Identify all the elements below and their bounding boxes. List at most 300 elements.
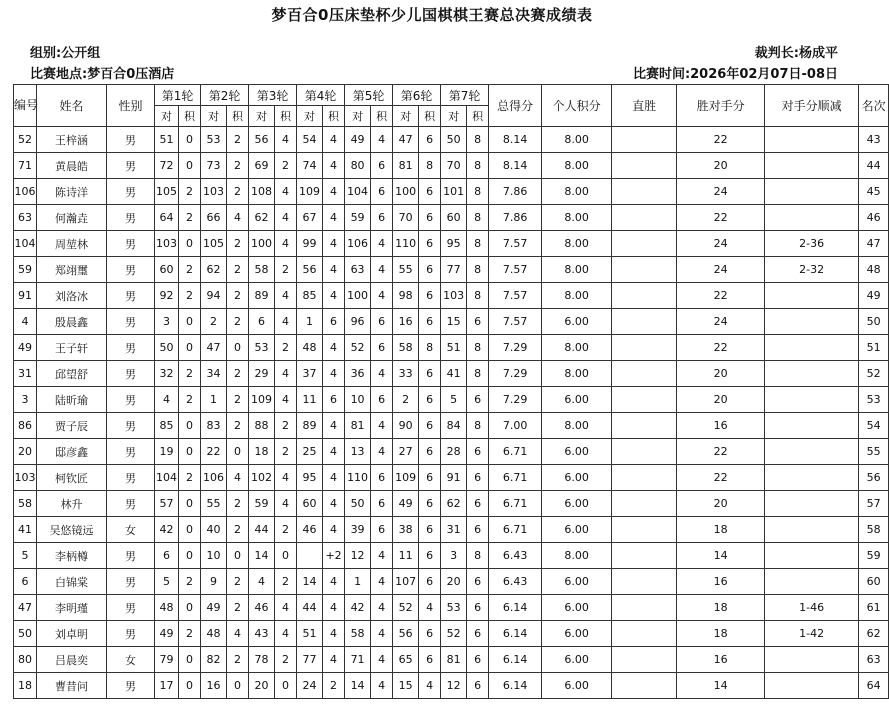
cell-personal: 8.00 — [542, 231, 612, 257]
cell-round-7-points: 8 — [467, 413, 489, 439]
subheader-pts: 积 — [323, 106, 345, 127]
cell-round-5-points: 6 — [371, 465, 393, 491]
cell-rank: 47 — [859, 231, 889, 257]
cell-round-1-opponent: 105 — [155, 179, 179, 205]
cell-name: 邱望舒 — [37, 361, 107, 387]
table-row — [14, 491, 889, 517]
cell-round-2-opponent: 34 — [201, 361, 227, 387]
cell-round-6-opponent: 81 — [393, 153, 419, 179]
cell-round-5-points: 4 — [371, 127, 393, 153]
cell-round-6-opponent: 16 — [393, 309, 419, 335]
cell-personal: 6.00 — [542, 465, 612, 491]
cell-round-5-points: 6 — [371, 153, 393, 179]
cell-round-1-opponent: 104 — [155, 465, 179, 491]
cell-opp-score: 24 — [677, 257, 765, 283]
cell-round-2-opponent: 55 — [201, 491, 227, 517]
cell-round-3-opponent: 89 — [249, 283, 275, 309]
cell-round-2-points: 0 — [227, 335, 249, 361]
cell-gender: 男 — [107, 569, 155, 595]
header-round-5: 第5轮 — [345, 85, 393, 106]
cell-direct — [612, 361, 677, 387]
cell-round-3-points: 4 — [275, 361, 297, 387]
cell-round-3-opponent: 14 — [249, 543, 275, 569]
cell-round-7-opponent: 84 — [441, 413, 467, 439]
header-direct: 直胜 — [612, 85, 677, 127]
table-row — [14, 179, 889, 205]
cell-gender: 男 — [107, 413, 155, 439]
cell-round-4-opponent: 95 — [297, 465, 323, 491]
cell-gender: 男 — [107, 543, 155, 569]
cell-round-7-points: 8 — [467, 335, 489, 361]
cell-gender: 女 — [107, 517, 155, 543]
results-body — [14, 127, 889, 699]
cell-round-4-opponent: 51 — [297, 621, 323, 647]
cell-round-2-points: 2 — [227, 595, 249, 621]
cell-round-2-points: 0 — [227, 439, 249, 465]
cell-round-7-opponent: 60 — [441, 205, 467, 231]
cell-round-5-points: 4 — [371, 569, 393, 595]
cell-round-5-points: 4 — [371, 439, 393, 465]
cell-round-3-opponent: 59 — [249, 491, 275, 517]
cell-round-2-points: 2 — [227, 179, 249, 205]
cell-round-6-points: 6 — [419, 257, 441, 283]
cell-round-2-opponent: 2 — [201, 309, 227, 335]
table-row — [14, 621, 889, 647]
cell-round-3-points: 4 — [275, 283, 297, 309]
table-row — [14, 205, 889, 231]
table-row — [14, 153, 889, 179]
cell-opp-reduce — [765, 127, 859, 153]
cell-round-6-opponent: 90 — [393, 413, 419, 439]
cell-direct — [612, 127, 677, 153]
cell-round-4-opponent: 14 — [297, 569, 323, 595]
header-name: 姓名 — [37, 85, 107, 127]
cell-rank: 56 — [859, 465, 889, 491]
cell-round-2-points: 2 — [227, 647, 249, 673]
cell-personal: 8.00 — [542, 205, 612, 231]
cell-name: 白锦棠 — [37, 569, 107, 595]
subheader-opp: 对 — [249, 106, 275, 127]
cell-round-4-points: 4 — [323, 439, 345, 465]
cell-round-5-opponent: 52 — [345, 335, 371, 361]
cell-round-5-points: 6 — [371, 205, 393, 231]
cell-round-6-opponent: 11 — [393, 543, 419, 569]
cell-opp-score: 22 — [677, 205, 765, 231]
cell-opp-reduce — [765, 361, 859, 387]
cell-no: 80 — [14, 647, 37, 673]
cell-name: 李明瑾 — [37, 595, 107, 621]
cell-name: 刘洛冰 — [37, 283, 107, 309]
cell-round-1-points: 2 — [179, 621, 201, 647]
cell-name: 曹昔问 — [37, 673, 107, 699]
header-opp-score: 胜对手分 — [677, 85, 765, 127]
cell-direct — [612, 387, 677, 413]
cell-round-1-points: 2 — [179, 257, 201, 283]
cell-round-3-points: 2 — [275, 439, 297, 465]
cell-direct — [612, 309, 677, 335]
cell-round-4-points: 4 — [323, 257, 345, 283]
cell-round-3-points: 4 — [275, 621, 297, 647]
cell-personal: 6.00 — [542, 595, 612, 621]
cell-gender: 男 — [107, 621, 155, 647]
cell-round-2-opponent: 106 — [201, 465, 227, 491]
cell-opp-reduce — [765, 153, 859, 179]
header-round-6: 第6轮 — [393, 85, 441, 106]
cell-round-6-opponent: 47 — [393, 127, 419, 153]
cell-total: 7.29 — [489, 335, 542, 361]
table-row — [14, 465, 889, 491]
cell-round-1-opponent: 72 — [155, 153, 179, 179]
cell-name: 李柄樽 — [37, 543, 107, 569]
cell-round-6-points: 6 — [419, 439, 441, 465]
cell-total: 7.29 — [489, 387, 542, 413]
cell-round-4-opponent: 99 — [297, 231, 323, 257]
cell-personal: 6.00 — [542, 569, 612, 595]
cell-round-5-points: 4 — [371, 257, 393, 283]
cell-round-2-opponent: 105 — [201, 231, 227, 257]
cell-round-7-points: 8 — [467, 361, 489, 387]
cell-opp-reduce — [765, 439, 859, 465]
table-row — [14, 543, 889, 569]
header-gender: 性别 — [107, 85, 155, 127]
cell-round-2-opponent: 103 — [201, 179, 227, 205]
cell-direct — [612, 517, 677, 543]
cell-round-5-opponent: 12 — [345, 543, 371, 569]
cell-round-3-opponent: 88 — [249, 413, 275, 439]
cell-round-6-opponent: 38 — [393, 517, 419, 543]
cell-total: 6.43 — [489, 543, 542, 569]
cell-round-6-points: 6 — [419, 569, 441, 595]
cell-round-4-points: 4 — [323, 205, 345, 231]
cell-round-5-points: 6 — [371, 387, 393, 413]
cell-name: 刘卓明 — [37, 621, 107, 647]
cell-round-5-points: 4 — [371, 647, 393, 673]
cell-round-1-points: 0 — [179, 673, 201, 699]
cell-round-4-points: 4 — [323, 361, 345, 387]
results-table — [13, 84, 889, 699]
cell-round-7-points: 8 — [467, 127, 489, 153]
cell-round-1-points: 2 — [179, 205, 201, 231]
cell-direct — [612, 647, 677, 673]
table-row — [14, 335, 889, 361]
cell-round-6-points: 6 — [419, 309, 441, 335]
cell-opp-reduce — [765, 543, 859, 569]
cell-round-3-opponent: 78 — [249, 647, 275, 673]
cell-personal: 6.00 — [542, 621, 612, 647]
cell-round-1-opponent: 4 — [155, 387, 179, 413]
subheader-opp: 对 — [297, 106, 323, 127]
cell-round-2-points: 4 — [227, 205, 249, 231]
cell-round-3-opponent: 4 — [249, 569, 275, 595]
cell-round-3-points: 4 — [275, 595, 297, 621]
cell-round-5-opponent: 71 — [345, 647, 371, 673]
cell-round-6-points: 6 — [419, 413, 441, 439]
cell-total: 7.57 — [489, 231, 542, 257]
cell-round-2-points: 2 — [227, 413, 249, 439]
cell-rank: 48 — [859, 257, 889, 283]
cell-round-3-points: 2 — [275, 413, 297, 439]
cell-direct — [612, 543, 677, 569]
cell-opp-reduce — [765, 673, 859, 699]
cell-opp-score: 14 — [677, 543, 765, 569]
cell-opp-reduce: 2-32 — [765, 257, 859, 283]
cell-round-5-opponent: 1 — [345, 569, 371, 595]
cell-personal: 6.00 — [542, 647, 612, 673]
cell-round-1-points: 0 — [179, 439, 201, 465]
cell-round-1-points: 0 — [179, 517, 201, 543]
cell-round-7-points: 8 — [467, 543, 489, 569]
cell-round-7-points: 6 — [467, 595, 489, 621]
cell-round-3-opponent: 46 — [249, 595, 275, 621]
cell-round-2-opponent: 73 — [201, 153, 227, 179]
cell-round-2-opponent: 49 — [201, 595, 227, 621]
header-personal: 个人积分 — [542, 85, 612, 127]
cell-round-3-opponent: 56 — [249, 127, 275, 153]
cell-round-7-opponent: 28 — [441, 439, 467, 465]
cell-round-5-points: 4 — [371, 621, 393, 647]
cell-round-7-opponent: 12 — [441, 673, 467, 699]
cell-round-6-opponent: 107 — [393, 569, 419, 595]
cell-round-2-points: 2 — [227, 387, 249, 413]
cell-round-3-opponent: 29 — [249, 361, 275, 387]
cell-direct — [612, 205, 677, 231]
cell-direct — [612, 257, 677, 283]
cell-no: 106 — [14, 179, 37, 205]
subheader-pts: 积 — [467, 106, 489, 127]
cell-gender: 男 — [107, 335, 155, 361]
cell-gender: 男 — [107, 309, 155, 335]
subheader-pts: 积 — [275, 106, 297, 127]
cell-opp-reduce — [765, 491, 859, 517]
cell-direct — [612, 491, 677, 517]
cell-rank: 61 — [859, 595, 889, 621]
cell-round-6-points: 4 — [419, 673, 441, 699]
cell-round-6-points: 6 — [419, 205, 441, 231]
cell-round-1-opponent: 50 — [155, 335, 179, 361]
cell-no: 103 — [14, 465, 37, 491]
cell-round-5-opponent: 39 — [345, 517, 371, 543]
cell-opp-score: 20 — [677, 491, 765, 517]
cell-round-5-points: 6 — [371, 179, 393, 205]
cell-round-7-points: 8 — [467, 257, 489, 283]
cell-round-7-points: 8 — [467, 231, 489, 257]
cell-round-1-opponent: 48 — [155, 595, 179, 621]
cell-round-1-opponent: 85 — [155, 413, 179, 439]
cell-total: 6.14 — [489, 621, 542, 647]
cell-rank: 50 — [859, 309, 889, 335]
cell-round-5-opponent: 96 — [345, 309, 371, 335]
cell-round-2-opponent: 9 — [201, 569, 227, 595]
cell-round-6-opponent: 2 — [393, 387, 419, 413]
cell-round-4-opponent: 89 — [297, 413, 323, 439]
cell-round-5-points: 4 — [371, 413, 393, 439]
cell-round-7-opponent: 81 — [441, 647, 467, 673]
cell-name: 何瀚垚 — [37, 205, 107, 231]
subheader-pts: 积 — [227, 106, 249, 127]
cell-round-7-points: 6 — [467, 309, 489, 335]
cell-round-6-points: 6 — [419, 465, 441, 491]
cell-opp-reduce — [765, 283, 859, 309]
cell-round-5-opponent: 106 — [345, 231, 371, 257]
cell-round-6-points: 6 — [419, 127, 441, 153]
cell-opp-reduce — [765, 569, 859, 595]
cell-opp-score: 18 — [677, 517, 765, 543]
table-row — [14, 361, 889, 387]
cell-opp-score: 22 — [677, 127, 765, 153]
cell-round-1-points: 0 — [179, 309, 201, 335]
cell-opp-score: 16 — [677, 569, 765, 595]
cell-round-5-opponent: 14 — [345, 673, 371, 699]
cell-round-2-points: 4 — [227, 465, 249, 491]
cell-round-1-points: 0 — [179, 127, 201, 153]
cell-direct — [612, 569, 677, 595]
cell-round-4-opponent: 11 — [297, 387, 323, 413]
cell-round-3-points: 4 — [275, 491, 297, 517]
table-row — [14, 439, 889, 465]
cell-round-6-points: 4 — [419, 595, 441, 621]
cell-round-6-opponent: 65 — [393, 647, 419, 673]
cell-round-4-points: 4 — [323, 465, 345, 491]
cell-personal: 6.00 — [542, 439, 612, 465]
cell-round-4-opponent: 67 — [297, 205, 323, 231]
cell-round-4-opponent: 24 — [297, 673, 323, 699]
cell-round-3-points: 0 — [275, 673, 297, 699]
cell-round-1-points: 0 — [179, 231, 201, 257]
cell-round-7-points: 6 — [467, 621, 489, 647]
cell-no: 31 — [14, 361, 37, 387]
cell-round-6-points: 6 — [419, 387, 441, 413]
cell-round-7-points: 6 — [467, 517, 489, 543]
cell-round-4-points: 4 — [323, 647, 345, 673]
cell-total: 6.71 — [489, 465, 542, 491]
cell-round-7-opponent: 52 — [441, 621, 467, 647]
cell-round-7-points: 8 — [467, 153, 489, 179]
cell-round-3-opponent: 100 — [249, 231, 275, 257]
cell-round-1-points: 2 — [179, 569, 201, 595]
cell-round-4-points: 4 — [323, 153, 345, 179]
cell-round-6-opponent: 33 — [393, 361, 419, 387]
cell-round-6-points: 6 — [419, 361, 441, 387]
cell-round-1-opponent: 3 — [155, 309, 179, 335]
cell-round-2-opponent: 82 — [201, 647, 227, 673]
cell-round-3-points: 2 — [275, 153, 297, 179]
cell-gender: 男 — [107, 361, 155, 387]
cell-round-5-points: 4 — [371, 283, 393, 309]
cell-rank: 46 — [859, 205, 889, 231]
cell-gender: 男 — [107, 491, 155, 517]
cell-opp-reduce — [765, 387, 859, 413]
header-total: 总得分 — [489, 85, 542, 127]
cell-round-6-opponent: 15 — [393, 673, 419, 699]
cell-round-7-points: 8 — [467, 283, 489, 309]
header-round-2: 第2轮 — [201, 85, 249, 106]
cell-direct — [612, 231, 677, 257]
cell-personal: 8.00 — [542, 283, 612, 309]
cell-round-5-opponent: 110 — [345, 465, 371, 491]
header-round-1: 第1轮 — [155, 85, 201, 106]
cell-round-1-opponent: 51 — [155, 127, 179, 153]
subheader-pts: 积 — [419, 106, 441, 127]
cell-round-5-points: 6 — [371, 491, 393, 517]
cell-round-1-opponent: 79 — [155, 647, 179, 673]
cell-opp-score: 16 — [677, 647, 765, 673]
cell-personal: 6.00 — [542, 387, 612, 413]
cell-round-3-opponent: 44 — [249, 517, 275, 543]
cell-round-2-opponent: 53 — [201, 127, 227, 153]
cell-round-6-opponent: 55 — [393, 257, 419, 283]
cell-round-2-opponent: 40 — [201, 517, 227, 543]
cell-rank: 63 — [859, 647, 889, 673]
cell-round-4-points: 4 — [323, 231, 345, 257]
cell-total: 6.14 — [489, 673, 542, 699]
cell-gender: 男 — [107, 127, 155, 153]
cell-round-2-points: 2 — [227, 309, 249, 335]
cell-round-4-opponent: 37 — [297, 361, 323, 387]
cell-round-7-points: 6 — [467, 647, 489, 673]
cell-round-7-opponent: 103 — [441, 283, 467, 309]
cell-gender: 男 — [107, 673, 155, 699]
cell-total: 6.71 — [489, 517, 542, 543]
cell-round-3-opponent: 20 — [249, 673, 275, 699]
cell-round-1-opponent: 5 — [155, 569, 179, 595]
cell-round-4-points: 6 — [323, 387, 345, 413]
cell-round-4-opponent: 77 — [297, 647, 323, 673]
cell-rank: 54 — [859, 413, 889, 439]
cell-no: 63 — [14, 205, 37, 231]
cell-total: 7.86 — [489, 179, 542, 205]
cell-total: 6.14 — [489, 647, 542, 673]
cell-name: 殷晨鑫 — [37, 309, 107, 335]
cell-rank: 49 — [859, 283, 889, 309]
subheader-opp: 对 — [201, 106, 227, 127]
cell-round-6-points: 8 — [419, 153, 441, 179]
cell-total: 7.57 — [489, 283, 542, 309]
cell-personal: 8.00 — [542, 361, 612, 387]
cell-round-7-opponent: 41 — [441, 361, 467, 387]
cell-no: 91 — [14, 283, 37, 309]
cell-round-5-points: 4 — [371, 543, 393, 569]
cell-rank: 62 — [859, 621, 889, 647]
cell-gender: 男 — [107, 231, 155, 257]
cell-no: 20 — [14, 439, 37, 465]
cell-name: 吕晨奕 — [37, 647, 107, 673]
cell-direct — [612, 465, 677, 491]
cell-round-1-opponent: 42 — [155, 517, 179, 543]
cell-round-2-opponent: 66 — [201, 205, 227, 231]
cell-round-1-opponent: 19 — [155, 439, 179, 465]
cell-round-5-opponent: 59 — [345, 205, 371, 231]
table-row — [14, 569, 889, 595]
cell-round-1-points: 0 — [179, 153, 201, 179]
cell-round-1-opponent: 92 — [155, 283, 179, 309]
cell-round-7-points: 6 — [467, 569, 489, 595]
cell-round-7-points: 6 — [467, 387, 489, 413]
cell-round-4-opponent: 109 — [297, 179, 323, 205]
cell-opp-reduce: 2-36 — [765, 231, 859, 257]
subheader-opp: 对 — [345, 106, 371, 127]
cell-rank: 43 — [859, 127, 889, 153]
cell-round-5-opponent: 49 — [345, 127, 371, 153]
table-row — [14, 647, 889, 673]
subheader-opp: 对 — [441, 106, 467, 127]
cell-round-1-points: 0 — [179, 335, 201, 361]
cell-round-6-points: 6 — [419, 231, 441, 257]
cell-round-6-opponent: 70 — [393, 205, 419, 231]
cell-round-5-points: 4 — [371, 595, 393, 621]
cell-round-7-opponent: 53 — [441, 595, 467, 621]
cell-total: 7.00 — [489, 413, 542, 439]
cell-gender: 男 — [107, 257, 155, 283]
